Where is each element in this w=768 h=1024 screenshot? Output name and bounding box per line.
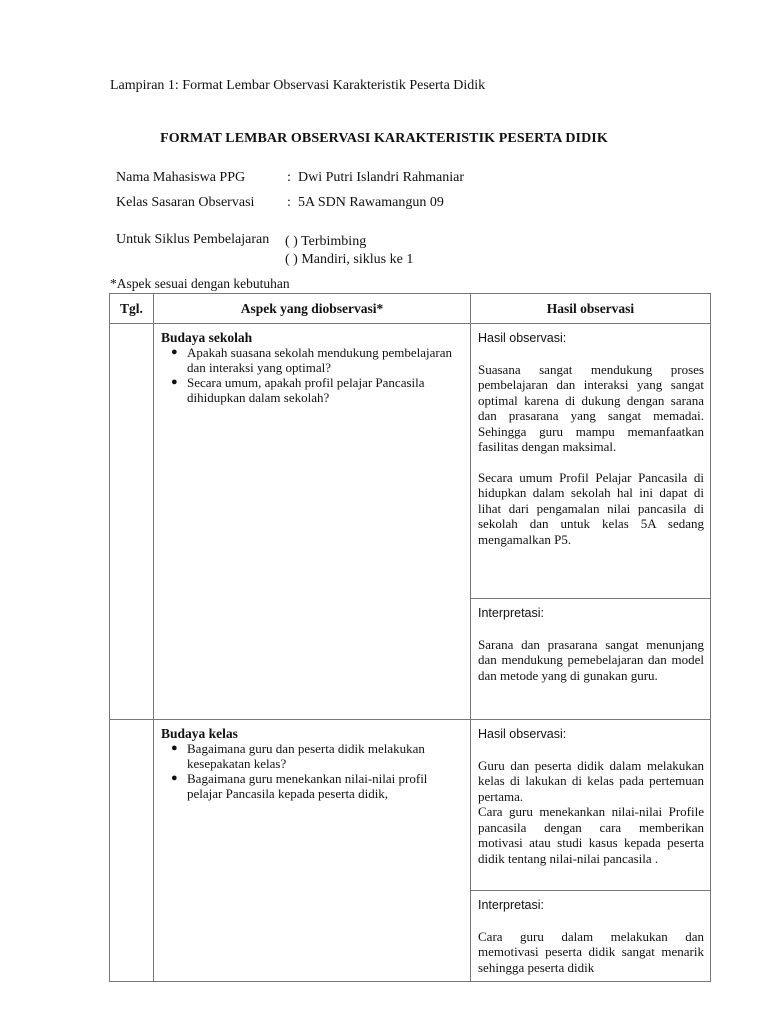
result-cell [471, 720, 711, 891]
header-date: Tgl. [110, 294, 154, 324]
result-label: Hasil observasi: [478, 727, 567, 741]
question-text: Bagaimana guru dan peserta didik melakukan kesepakatan kelas? [187, 741, 425, 771]
aspect-questions [161, 741, 464, 801]
observation-table [109, 293, 711, 982]
aspect-note: *Aspek sesuai dengan kebutuhan [110, 276, 290, 291]
result-cell [471, 324, 711, 599]
appendix-caption: Lampiran 1: Format Lembar Observasi Karakteristik Peserta Didik [110, 78, 486, 93]
cycle-label: Untuk Siklus Pembelajaran [116, 232, 270, 247]
target-class-value: 5A SDN Rawamangun 09 [298, 195, 444, 210]
aspect-title: Budaya sekolah [161, 330, 253, 345]
colon: : [287, 170, 291, 185]
question-text: Bagaimana guru menekankan nilai-nilai profil pelajar Pancasila kepada peserta didik, [187, 771, 428, 801]
aspect-questions [161, 345, 464, 405]
interpretation-label: Interpretasi: [478, 606, 545, 620]
bullet-icon: ● [171, 772, 178, 784]
header-result: Hasil observasi [471, 294, 711, 324]
bullet-icon: ● [171, 346, 178, 358]
colon: : [287, 195, 291, 210]
interpretation-cell [471, 599, 711, 720]
date-cell [110, 324, 154, 720]
interpretation-paragraph: Sarana dan prasarana sangat menunjang dan mendukung pemebelajaran dan model dan metode yang di gunakan guru. [478, 636, 704, 683]
list-item [161, 771, 464, 801]
list-item [161, 375, 464, 405]
question-text: Apakah suasana sekolah mendukung pembelajaran dan interaksi yang optimal? [187, 345, 452, 375]
result-paragraph: Secara umum Profil Pelajar Pancasila di hidupkan dalam sekolah hal ini dapat di lihat dari pengamalan nilai pancasila di sekolah dan untuk kelas 5A sedang mengamalkan P5. [478, 469, 704, 547]
student-name-label: Nama Mahasiswa PPG [116, 170, 246, 185]
bullet-icon: ● [171, 742, 178, 754]
aspect-cell [154, 720, 471, 982]
question-text: Secara umum, apakah profil pelajar Pancasila dihidupkan dalam sekolah? [187, 375, 425, 405]
option-mandiri: ( ) Mandiri, siklus ke 1 [285, 252, 414, 267]
page-title: FORMAT LEMBAR OBSERVASI KARAKTERISTIK PESERTA DIDIK [160, 131, 608, 146]
result-paragraph: Suasana sangat mendukung proses pembelajaran dan interaksi yang sangat optimal karena di dukung dengan sarana dan prasarana yang sangat memadai. Sehingga guru mampu memanfaatkan fasilitas dengan maksimal. [478, 361, 704, 454]
interpretation-cell [471, 891, 711, 982]
date-cell [110, 720, 154, 982]
result-label: Hasil observasi: [478, 331, 567, 345]
header-aspect: Aspek yang diobservasi* [154, 294, 471, 324]
table-row [110, 324, 711, 599]
interpretation-paragraph: Cara guru dalam melakukan dan memotivasi peserta didik sangat menarik sehingga peserta didik [478, 928, 704, 975]
table-row [110, 720, 711, 891]
aspect-cell [154, 324, 471, 720]
aspect-title: Budaya kelas [161, 726, 238, 741]
table-header-row [110, 294, 711, 324]
list-item [161, 741, 464, 771]
list-item [161, 345, 464, 375]
interpretation-label: Interpretasi: [478, 898, 545, 912]
student-name-value: Dwi Putri Islandri Rahmaniar [298, 170, 465, 185]
bullet-icon: ● [171, 376, 178, 388]
result-paragraph: Cara guru menekankan nilai-nilai Profile pancasila dengan cara memberikan motivasi atau studi kasus kepada peserta didik tentang nilai-nilai pancasila . [478, 804, 704, 866]
option-terbimbing: ( ) Terbimbing [285, 234, 367, 249]
target-class-label: Kelas Sasaran Observasi [116, 195, 255, 210]
result-paragraph: Guru dan peserta didik dalam melakukan kelas di lakukan di kelas pada pertemuan pertama. [478, 757, 704, 804]
